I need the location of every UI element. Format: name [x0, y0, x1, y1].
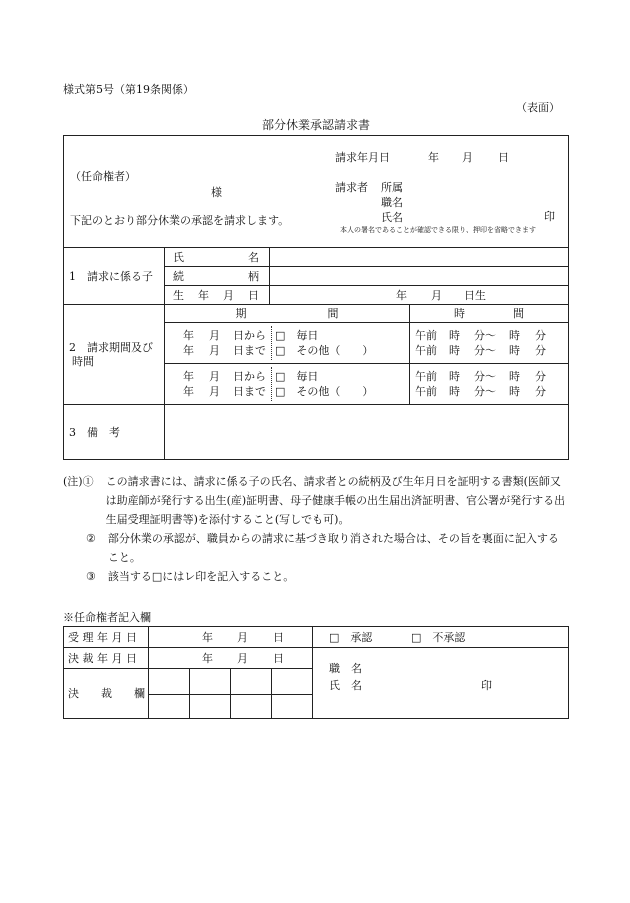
name-label: 氏名 [381, 211, 403, 224]
approval-box-4[interactable] [272, 669, 313, 695]
decided-date-label-cell [64, 648, 149, 669]
child-name-label-b: 名 [248, 250, 259, 264]
time1-min-1: 分 [535, 329, 546, 342]
time1-hour-2: 時 [449, 344, 460, 357]
form-side: （表面） [516, 101, 560, 114]
period-entry-2[interactable] [165, 364, 410, 405]
period1-until-month: 月 [209, 344, 220, 357]
decided-year: 年 [202, 652, 213, 665]
time2-min-2: 分 [535, 385, 546, 398]
approval-box-8[interactable] [272, 695, 313, 719]
period2-from-year: 年 [183, 370, 194, 383]
time2-am-1: 午前 [415, 370, 437, 383]
birthdate-label-3: 日 [248, 288, 259, 302]
birth-year-label: 年 [396, 289, 407, 302]
birth-month-label: 月 [431, 289, 442, 302]
approval-box-3[interactable] [231, 669, 272, 695]
time-header-b: 間 [513, 307, 524, 320]
birthdate-value[interactable] [270, 286, 569, 305]
request-year-label: 年 [428, 151, 439, 164]
period2-other-checkbox[interactable]: □ その他（ ） [275, 385, 374, 398]
note-text-3: 該当する□にはレ印を記入すること。 [107, 570, 295, 583]
period2-until-year: 年 [183, 385, 194, 398]
request-day-label: 日 [498, 151, 509, 164]
section3-label: 3 備 考 [69, 425, 120, 439]
note-mark-3: ③ [86, 570, 96, 583]
seal-label: 印 [544, 210, 555, 223]
period1-from-year: 年 [183, 329, 194, 342]
approval-box-1[interactable] [149, 669, 190, 695]
received-day: 日 [273, 631, 284, 644]
note-text-1: この請求書には、請求に係る子の氏名、請求者との続柄及び生年月日を証明する書類(医師又は助産師が発行する出生(産)証明書、母子健康手帳の出生届出済証明書、官公署が発行する出生届受理証明書等)を添付すること(写しでも可)。 [105, 475, 566, 526]
period-header-b: 間 [327, 307, 339, 320]
period1-until-year: 年 [183, 344, 194, 357]
section2-label-cell [64, 305, 165, 405]
time1-min-2: 分 [535, 344, 546, 357]
time1-min-range-1: 分～ [474, 329, 496, 342]
period2-from-month: 月 [209, 370, 220, 383]
signature-note: 本人の署名であることが確認できる限り、押印を省略できます [340, 226, 536, 234]
relation-label-b: 柄 [248, 269, 259, 283]
received-month: 月 [237, 631, 248, 644]
request-sentence: 下記のとおり部分休業の承認を請求します。 [70, 214, 290, 227]
appointer-section-heading: ※任命権者記入欄 [63, 611, 151, 624]
period-header-a: 期 [235, 307, 247, 320]
request-date-label: 請求年月日 [335, 151, 390, 164]
approve-checkbox[interactable]: □ 承認 [329, 631, 373, 644]
birth-day-label: 日生 [464, 289, 486, 302]
approver-info-cell [313, 648, 569, 719]
time2-hour-1: 時 [449, 370, 460, 383]
time1-hour2-1: 時 [509, 329, 520, 342]
period1-from: 日から [233, 329, 266, 342]
approval-column-label: 決 裁 欄 [68, 687, 145, 700]
honorific-label: 様 [211, 186, 222, 199]
notes-block [63, 472, 568, 586]
time2-hour2-2: 時 [509, 385, 520, 398]
decided-month: 月 [237, 652, 248, 665]
time1-hour2-2: 時 [509, 344, 520, 357]
notes-prefix: (注) [63, 475, 83, 488]
time-entry-2[interactable] [410, 364, 569, 405]
note-item-2 [63, 529, 568, 567]
position-label: 職名 [381, 196, 403, 209]
child-name-label-cell [165, 248, 270, 267]
affiliation-label: 所属 [381, 181, 403, 194]
approver-position-label: 職 名 [329, 662, 362, 675]
time1-am-1: 午前 [415, 329, 437, 342]
approval-choice-cell [313, 627, 569, 648]
note-mark-1: ① [82, 475, 94, 488]
relation-value[interactable] [270, 267, 569, 286]
time1-hour-1: 時 [449, 329, 460, 342]
requester-label: 請求者 [335, 181, 368, 194]
page-title: 部分休業承認請求書 [262, 118, 371, 132]
approval-box-6[interactable] [190, 695, 231, 719]
approval-box-2[interactable] [190, 669, 231, 695]
section2-label-line1: 2 請求期間及び [69, 340, 153, 354]
appointer-form [63, 626, 569, 719]
relation-label-a: 続 [173, 269, 184, 283]
birthdate-label-1: 年 [198, 288, 209, 302]
period2-daily-checkbox[interactable]: □ 毎日 [275, 370, 319, 383]
note-text-2: 部分休業の承認が、職員からの請求に基づき取り消された場合は、その旨を裏面に記入すること。 [107, 532, 559, 564]
time-header-a: 時 [454, 307, 465, 320]
remarks-value[interactable] [165, 405, 569, 460]
period2-from: 日から [233, 370, 266, 383]
appointer-label: （任命権者） [70, 170, 136, 183]
period-entry-1[interactable] [165, 323, 410, 364]
note-item-1 [63, 472, 568, 529]
received-year: 年 [202, 631, 213, 644]
relation-label-cell [165, 267, 270, 286]
time-header-cell [410, 305, 569, 323]
birthdate-label-0: 生 [173, 288, 184, 302]
time1-am-2: 午前 [415, 344, 437, 357]
section3-label-cell [64, 405, 165, 460]
decided-date-label: 決 裁 年 月 日 [68, 651, 137, 665]
section2-label-line2: 時間 [72, 354, 94, 368]
received-date-label: 受 理 年 月 日 [68, 630, 137, 644]
approval-column-label-cell [64, 669, 149, 719]
period1-daily-checkbox[interactable]: □ 毎日 [275, 329, 319, 342]
period1-from-month: 月 [209, 329, 220, 342]
approval-box-5[interactable] [149, 695, 190, 719]
time2-min-1: 分 [535, 370, 546, 383]
period1-until: 日まで [233, 344, 266, 357]
note-item-3 [63, 567, 568, 586]
period2-until: 日まで [233, 385, 266, 398]
birthdate-label-cell [165, 286, 270, 305]
time1-min-range-2: 分～ [474, 344, 496, 357]
note-mark-2: ② [86, 532, 96, 545]
form-number: 様式第5号（第19条関係） [63, 83, 194, 96]
received-date-label-cell [64, 627, 149, 648]
time2-hour-2: 時 [449, 385, 460, 398]
child-name-value[interactable] [270, 248, 569, 267]
time-entry-1[interactable] [410, 323, 569, 364]
time2-min-range-1: 分～ [474, 370, 496, 383]
decided-day: 日 [273, 652, 284, 665]
birthdate-label-2: 月 [223, 288, 234, 302]
decided-date-value[interactable] [149, 648, 313, 669]
approval-box-7[interactable] [231, 695, 272, 719]
approver-seal-label: 印 [481, 679, 492, 692]
child-name-label-a: 氏 [173, 250, 184, 264]
request-header-cell [64, 136, 569, 248]
time2-hour2-1: 時 [509, 370, 520, 383]
time2-am-2: 午前 [415, 385, 437, 398]
main-form [63, 135, 569, 460]
section1-label: 1 請求に係る子 [69, 269, 153, 283]
disapprove-checkbox[interactable]: □ 不承認 [411, 631, 466, 644]
section1-label-cell [64, 248, 165, 305]
time2-min-range-2: 分～ [474, 385, 496, 398]
request-month-label: 月 [462, 151, 473, 164]
period-header-cell [165, 305, 410, 323]
approver-name-label: 氏 名 [329, 679, 362, 692]
period1-other-checkbox[interactable]: □ その他（ ） [275, 344, 374, 357]
period2-until-month: 月 [209, 385, 220, 398]
received-date-value[interactable] [149, 627, 313, 648]
